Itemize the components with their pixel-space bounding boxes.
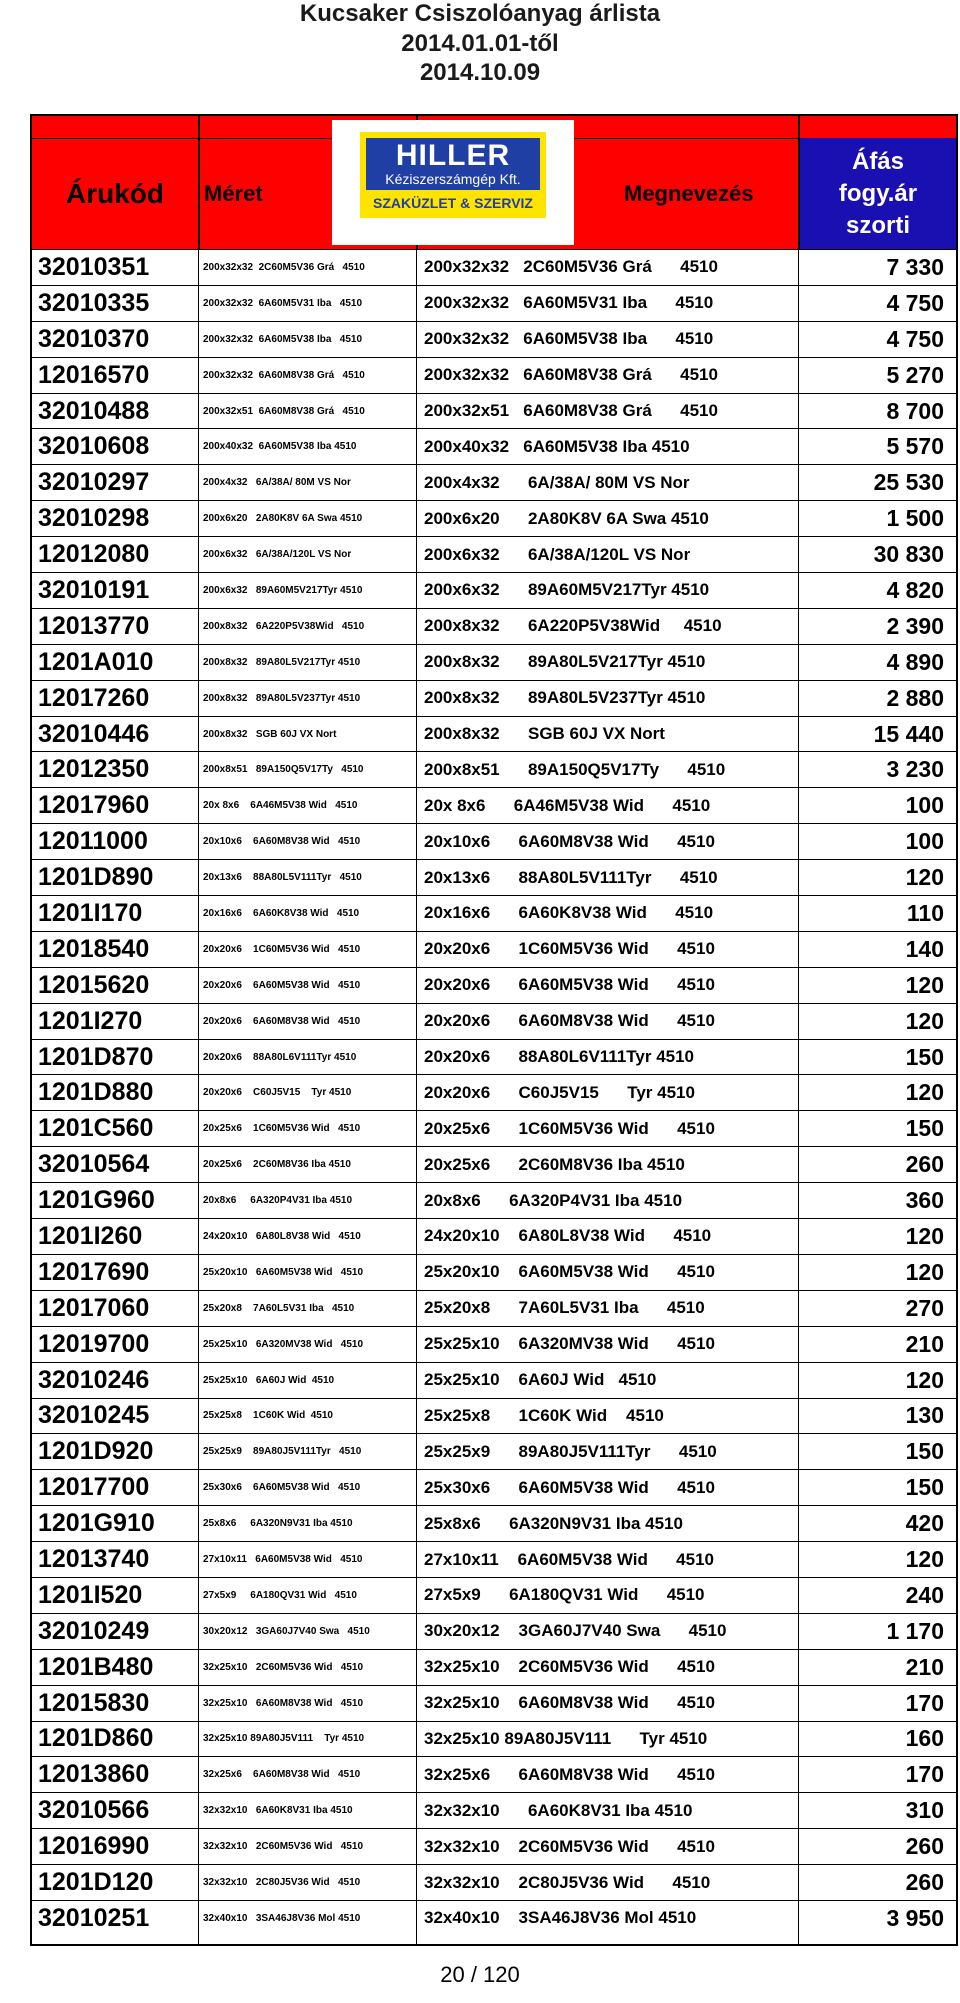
row-name: 200x6x20 2A80K8V 6A Swa 4510 <box>424 508 709 528</box>
row-size: 32x25x10 2C60M5V36 Wid 4510 <box>203 1661 364 1673</box>
row-size: 32x32x10 6A60K8V31 Iba 4510 <box>203 1805 353 1817</box>
table-row <box>32 787 956 823</box>
row-code: 1201B480 <box>38 1652 154 1681</box>
row-code: 12011000 <box>38 827 148 856</box>
row-code: 32010351 <box>38 252 150 281</box>
table-row <box>32 1362 956 1398</box>
table-row <box>32 1182 956 1218</box>
row-name: 20x20x6 C60J5V15 Tyr 4510 <box>424 1082 695 1102</box>
row-price: 7 330 <box>886 253 944 280</box>
table-row <box>32 464 956 500</box>
row-name: 20x20x6 1C60M5V36 Wid 4510 <box>424 939 715 959</box>
row-size: 200x6x32 89A60M5V217Tyr 4510 <box>203 584 363 596</box>
table-row <box>32 859 956 895</box>
row-size: 200x32x32 6A60M8V38 Grá 4510 <box>203 369 365 381</box>
title-line-2: 2014.01.01-től <box>401 30 559 57</box>
row-price: 120 <box>905 971 944 998</box>
row-name: 32x40x10 3SA46J8V36 Mol 4510 <box>424 1908 697 1928</box>
row-name: 20x20x6 6A60M5V38 Wid 4510 <box>424 975 715 995</box>
row-price: 3 950 <box>886 1904 944 1931</box>
row-code: 1201D890 <box>38 863 154 892</box>
table-row <box>32 1505 956 1541</box>
row-name: 20x20x6 88A80L6V111Tyr 4510 <box>424 1047 695 1067</box>
row-size: 32x40x10 3SA46J8V36 Mol 4510 <box>203 1912 361 1924</box>
table-row <box>32 249 956 285</box>
row-price: 4 750 <box>886 325 944 352</box>
row-size: 200x6x20 2A80K8V 6A Swa 4510 <box>203 513 363 525</box>
table-row <box>32 1685 956 1721</box>
row-price: 2 880 <box>886 684 944 711</box>
row-price: 210 <box>905 1330 944 1357</box>
row-price: 420 <box>905 1510 944 1537</box>
row-name: 200x32x32 2C60M5V36 Grá 4510 <box>424 257 718 277</box>
row-price: 100 <box>905 792 944 819</box>
row-name: 32x32x10 2C60M5V36 Wid 4510 <box>424 1836 715 1856</box>
row-name: 200x6x32 6A/38A/120L VS Nor <box>424 544 691 564</box>
row-price: 15 440 <box>873 720 944 747</box>
row-price: 4 890 <box>886 648 944 675</box>
table-row <box>32 823 956 859</box>
row-size: 25x20x8 7A60L5V31 Iba 4510 <box>203 1302 355 1314</box>
row-code: 32010246 <box>38 1365 150 1394</box>
row-name: 200x8x32 SGB 60J VX Nort <box>424 724 665 744</box>
row-name: 200x32x32 6A60M5V31 Iba 4510 <box>424 293 714 313</box>
row-name: 25x25x10 6A60J Wid 4510 <box>424 1370 657 1390</box>
row-price: 310 <box>905 1797 944 1824</box>
header-divider-1 <box>198 116 200 249</box>
table-header <box>32 116 956 249</box>
row-size: 20x20x6 6A60M5V38 Wid 4510 <box>203 979 361 991</box>
row-price: 150 <box>905 1115 944 1142</box>
row-price: 120 <box>905 1366 944 1393</box>
row-code: 1201D870 <box>38 1042 154 1071</box>
row-code: 32010245 <box>38 1401 150 1430</box>
row-price: 5 270 <box>886 361 944 388</box>
title-line-3: 2014.10.09 <box>419 59 541 86</box>
row-code: 12016570 <box>38 360 150 389</box>
row-code: 1201I170 <box>38 898 143 927</box>
row-code: 1201G910 <box>38 1509 155 1538</box>
row-name: 32x32x10 2C80J5V36 Wid 4510 <box>424 1872 711 1892</box>
row-size: 32x25x10 89A80J5V111 Tyr 4510 <box>203 1733 365 1745</box>
table-row <box>32 536 956 572</box>
row-code: 12015620 <box>38 970 150 999</box>
row-size: 32x25x10 6A60M8V38 Wid 4510 <box>203 1697 364 1709</box>
row-code: 12013860 <box>38 1760 150 1789</box>
row-size: 20x25x6 1C60M5V36 Wid 4510 <box>203 1123 361 1135</box>
table-row <box>32 393 956 429</box>
row-code: 32010251 <box>38 1903 150 1932</box>
table-row <box>32 1398 956 1434</box>
row-code: 32010335 <box>38 288 150 317</box>
row-code: 12017700 <box>38 1473 150 1502</box>
row-price: 120 <box>905 864 944 891</box>
row-price: 140 <box>905 935 944 962</box>
row-price: 30 830 <box>873 541 944 568</box>
row-name: 20x 8x6 6A46M5V38 Wid 4510 <box>424 795 711 815</box>
table-row <box>32 1290 956 1326</box>
row-size: 25x25x8 1C60K Wid 4510 <box>203 1410 333 1422</box>
row-price: 260 <box>905 1869 944 1896</box>
row-price: 240 <box>905 1581 944 1608</box>
row-price: 360 <box>905 1187 944 1214</box>
row-code: 32010298 <box>38 504 150 533</box>
header-price-line-3: szorti <box>845 211 910 239</box>
header-price <box>800 138 956 249</box>
row-code: 12016990 <box>38 1832 150 1861</box>
logo-subtitle: Kéziszerszámgép Kft. <box>385 171 521 187</box>
row-size: 200x40x32 6A60M5V38 Iba 4510 <box>203 441 357 453</box>
row-name: 25x8x6 6A320N9V31 Iba 4510 <box>424 1513 683 1533</box>
row-name: 200x32x32 6A60M8V38 Grá 4510 <box>424 365 718 385</box>
row-price: 4 750 <box>886 289 944 316</box>
row-name: 24x20x10 6A80L8V38 Wid 4510 <box>424 1226 712 1246</box>
price-table <box>30 114 958 1946</box>
row-code: 1201D880 <box>38 1078 154 1107</box>
logo-title: HILLER <box>395 139 511 172</box>
row-price: 170 <box>905 1761 944 1788</box>
row-size: 32x25x6 6A60M8V38 Wid 4510 <box>203 1769 361 1781</box>
row-size: 200x32x32 6A60M5V31 Iba 4510 <box>203 297 363 309</box>
table-row <box>32 644 956 680</box>
row-size: 200x4x32 6A/38A/ 80M VS Nor <box>203 477 351 489</box>
row-name: 200x8x32 89A80L5V237Tyr 4510 <box>424 688 706 708</box>
row-size: 25x8x6 6A320N9V31 Iba 4510 <box>203 1518 353 1530</box>
table-row <box>32 428 956 464</box>
row-name: 200x8x32 6A220P5V38Wid 4510 <box>424 616 722 636</box>
table-row <box>32 1541 956 1577</box>
row-code: 1201I520 <box>38 1580 143 1609</box>
row-code: 12013770 <box>38 611 150 640</box>
table-row <box>32 1828 956 1864</box>
row-code: 32010566 <box>38 1796 150 1825</box>
row-size: 20x20x6 1C60M5V36 Wid 4510 <box>203 943 361 955</box>
row-price: 110 <box>906 899 944 926</box>
row-price: 1 170 <box>886 1617 944 1644</box>
row-name: 32x25x10 89A80J5V111 Tyr 4510 <box>424 1728 708 1748</box>
table-row <box>32 1254 956 1290</box>
table-row <box>32 321 956 357</box>
row-size: 25x25x10 6A60J Wid 4510 <box>203 1374 335 1386</box>
row-name: 25x30x6 6A60M5V38 Wid 4510 <box>424 1477 715 1497</box>
table-row <box>32 1613 956 1649</box>
row-size: 32x32x10 2C80J5V36 Wid 4510 <box>203 1877 361 1889</box>
table-row <box>32 680 956 716</box>
table-row <box>32 967 956 1003</box>
row-name: 27x5x9 6A180QV31 Wid 4510 <box>424 1585 705 1605</box>
table-row <box>32 1864 956 1900</box>
table-row <box>32 1146 956 1182</box>
row-price: 100 <box>905 828 944 855</box>
row-name: 200x32x32 6A60M5V38 Iba 4510 <box>424 329 714 349</box>
row-name: 20x20x6 6A60M8V38 Wid 4510 <box>424 1011 715 1031</box>
row-size: 25x20x10 6A60M5V38 Wid 4510 <box>203 1266 364 1278</box>
row-name: 32x25x6 6A60M8V38 Wid 4510 <box>424 1764 715 1784</box>
row-name: 200x8x51 89A150Q5V17Ty 4510 <box>424 759 726 779</box>
row-size: 200x8x51 89A150Q5V17Ty 4510 <box>203 764 364 776</box>
row-size: 20x13x6 88A80L5V111Tyr 4510 <box>203 872 362 884</box>
row-price: 4 820 <box>886 576 944 603</box>
row-size: 200x32x51 6A60M8V38 Grá 4510 <box>203 405 365 417</box>
row-size: 20x20x6 6A60M8V38 Wid 4510 <box>203 1015 361 1027</box>
row-name: 27x10x11 6A60M5V38 Wid 4510 <box>424 1549 714 1569</box>
header-code: Árukód <box>66 177 164 209</box>
table-row <box>32 931 956 967</box>
table-row <box>32 1003 956 1039</box>
row-size: 20x20x6 C60J5V15 Tyr 4510 <box>203 1087 352 1099</box>
row-code: 32010564 <box>38 1150 150 1179</box>
row-name: 25x25x10 6A320MV38 Wid 4510 <box>424 1334 715 1354</box>
row-name: 32x32x10 6A60K8V31 Iba 4510 <box>424 1800 693 1820</box>
logo-tagline: SZAKÜZLET & SZERVIZ <box>373 195 533 211</box>
row-code: 1201G960 <box>38 1186 155 1215</box>
logo-blue-panel <box>366 138 540 190</box>
row-name: 20x10x6 6A60M8V38 Wid 4510 <box>424 831 715 851</box>
row-price: 120 <box>905 1222 944 1249</box>
row-name: 20x8x6 6A320P4V31 Iba 4510 <box>424 1190 683 1210</box>
row-code: 12012350 <box>38 755 150 784</box>
row-name: 200x40x32 6A60M5V38 Iba 4510 <box>424 436 690 456</box>
row-name: 20x16x6 6A60K8V38 Wid 4510 <box>424 903 714 923</box>
row-size: 27x5x9 6A180QV31 Wid 4510 <box>203 1589 357 1601</box>
title-line-1: Kucsaker Csiszolóanyag árlista <box>299 0 661 27</box>
row-code: 32010297 <box>38 468 150 497</box>
row-price: 120 <box>905 1258 944 1285</box>
table-row <box>32 1433 956 1469</box>
table-row <box>32 608 956 644</box>
table-row <box>32 895 956 931</box>
row-size: 20x20x6 88A80L6V111Tyr 4510 <box>203 1051 357 1063</box>
row-name: 30x20x12 3GA60J7V40 Swa 4510 <box>424 1621 727 1641</box>
row-price: 170 <box>905 1689 944 1716</box>
table-row <box>32 500 956 536</box>
table-row <box>32 357 956 393</box>
row-code: 12015830 <box>38 1688 150 1717</box>
row-code: 32010608 <box>38 432 150 461</box>
row-size: 25x25x10 6A320MV38 Wid 4510 <box>203 1338 364 1350</box>
row-price: 3 230 <box>886 756 944 783</box>
row-name: 25x20x8 7A60L5V31 Iba 4510 <box>424 1298 705 1318</box>
row-price: 150 <box>905 1043 944 1070</box>
row-size: 32x32x10 2C60M5V36 Wid 4510 <box>203 1841 364 1853</box>
row-price: 260 <box>905 1151 944 1178</box>
header-name: Megnevezés <box>624 180 754 206</box>
row-size: 200x8x32 89A80L5V217Tyr 4510 <box>203 656 361 668</box>
row-size: 30x20x12 3GA60J7V40 Swa 4510 <box>203 1625 370 1637</box>
row-code: 1201D120 <box>38 1868 154 1897</box>
row-name: 20x25x6 1C60M5V36 Wid 4510 <box>424 1118 715 1138</box>
table-row <box>32 1649 956 1685</box>
row-size: 24x20x10 6A80L8V38 Wid 4510 <box>203 1230 361 1242</box>
table-row <box>32 1721 956 1757</box>
row-name: 20x25x6 2C60M8V36 Iba 4510 <box>424 1154 685 1174</box>
row-size: 25x25x9 89A80J5V111Tyr 4510 <box>203 1446 362 1458</box>
table-row <box>32 1074 956 1110</box>
row-code: 1201D860 <box>38 1724 154 1753</box>
row-code: 32010370 <box>38 324 150 353</box>
row-price: 120 <box>905 1546 944 1572</box>
row-size: 20x16x6 6A60K8V38 Wid 4510 <box>203 907 360 919</box>
header-price-line-1: Áfás <box>851 147 905 175</box>
row-size: 25x30x6 6A60M5V38 Wid 4510 <box>203 1482 361 1494</box>
row-name: 200x4x32 6A/38A/ 80M VS Nor <box>424 472 690 492</box>
row-price: 270 <box>905 1294 944 1321</box>
row-size: 200x6x32 6A/38A/120L VS Nor <box>203 549 352 561</box>
row-code: 32010446 <box>38 719 150 748</box>
row-code: 12017060 <box>38 1293 150 1322</box>
row-size: 20x25x6 2C60M8V36 Iba 4510 <box>203 1159 351 1171</box>
row-code: 12013740 <box>38 1545 150 1573</box>
table-row <box>32 285 956 321</box>
table-body <box>32 249 956 1936</box>
row-name: 200x6x32 89A60M5V217Tyr 4510 <box>424 580 710 600</box>
row-name: 25x25x9 89A80J5V111Tyr 4510 <box>424 1441 717 1461</box>
row-code: 12018540 <box>38 934 150 963</box>
row-price: 210 <box>905 1653 944 1680</box>
row-name: 25x20x10 6A60M5V38 Wid 4510 <box>424 1262 715 1282</box>
row-price: 260 <box>905 1833 944 1860</box>
row-code: 32010191 <box>38 575 150 604</box>
logo-frame <box>360 132 546 218</box>
row-code: 32010488 <box>38 396 150 425</box>
table-row <box>32 1039 956 1075</box>
page-number: 20 / 120 <box>440 1962 520 1987</box>
header-price-line-2: fogy.ár <box>838 179 918 207</box>
row-code: 32010249 <box>38 1616 150 1645</box>
row-name: 32x25x10 2C60M5V36 Wid 4510 <box>424 1657 715 1677</box>
table-row <box>32 1326 956 1362</box>
row-code: 12019700 <box>38 1329 150 1358</box>
row-size: 200x32x32 2C60M5V36 Grá 4510 <box>203 261 365 273</box>
row-size: 200x32x32 6A60M5V38 Iba 4510 <box>203 333 363 345</box>
row-code: 1201I270 <box>38 1006 143 1035</box>
row-code: 12017960 <box>38 791 150 820</box>
row-size: 20x8x6 6A320P4V31 Iba 4510 <box>203 1195 353 1207</box>
row-size: 200x8x32 SGB 60J VX Nort <box>203 728 337 740</box>
row-price: 1 500 <box>886 505 944 532</box>
table-row <box>32 1756 956 1792</box>
row-size: 27x10x11 6A60M5V38 Wid 4510 <box>203 1554 363 1565</box>
row-size: 200x8x32 89A80L5V237Tyr 4510 <box>203 692 361 704</box>
row-price: 130 <box>905 1402 944 1429</box>
row-code: 12017260 <box>38 683 150 712</box>
row-name: 20x13x6 88A80L5V111Tyr 4510 <box>424 867 718 887</box>
table-row <box>32 1218 956 1254</box>
row-code: 1201D920 <box>38 1437 154 1466</box>
table-row <box>32 716 956 752</box>
row-price: 2 390 <box>886 612 944 639</box>
row-price: 120 <box>905 1079 944 1106</box>
table-row <box>32 1577 956 1613</box>
row-price: 160 <box>905 1725 944 1752</box>
table-row <box>32 751 956 787</box>
row-price: 150 <box>905 1474 944 1501</box>
header-size: Méret <box>204 180 263 206</box>
row-size: 20x 8x6 6A46M5V38 Wid 4510 <box>203 800 358 812</box>
row-price: 8 700 <box>886 397 944 424</box>
row-code: 12012080 <box>38 540 150 569</box>
row-code: 1201C560 <box>38 1114 154 1143</box>
table-row <box>32 1110 956 1146</box>
row-code: 12017690 <box>38 1257 150 1286</box>
row-code: 1201I260 <box>38 1221 143 1250</box>
table-row <box>32 572 956 608</box>
hiller-logo <box>332 120 574 245</box>
row-name: 200x8x32 89A80L5V217Tyr 4510 <box>424 652 706 672</box>
row-price: 120 <box>905 1007 944 1034</box>
table-row <box>32 1792 956 1828</box>
row-price: 150 <box>905 1438 944 1465</box>
table-row <box>32 1469 956 1505</box>
table-row <box>32 1900 956 1936</box>
row-size: 200x8x32 6A220P5V38Wid 4510 <box>203 620 365 632</box>
row-price: 5 570 <box>886 433 944 460</box>
row-size: 20x10x6 6A60M8V38 Wid 4510 <box>203 836 361 848</box>
row-code: 1201A010 <box>38 647 154 676</box>
row-price: 25 530 <box>873 469 944 496</box>
row-name: 25x25x8 1C60K Wid 4510 <box>424 1405 664 1425</box>
row-name: 200x32x51 6A60M8V38 Grá 4510 <box>424 401 718 420</box>
row-name: 32x25x10 6A60M8V38 Wid 4510 <box>424 1693 715 1713</box>
